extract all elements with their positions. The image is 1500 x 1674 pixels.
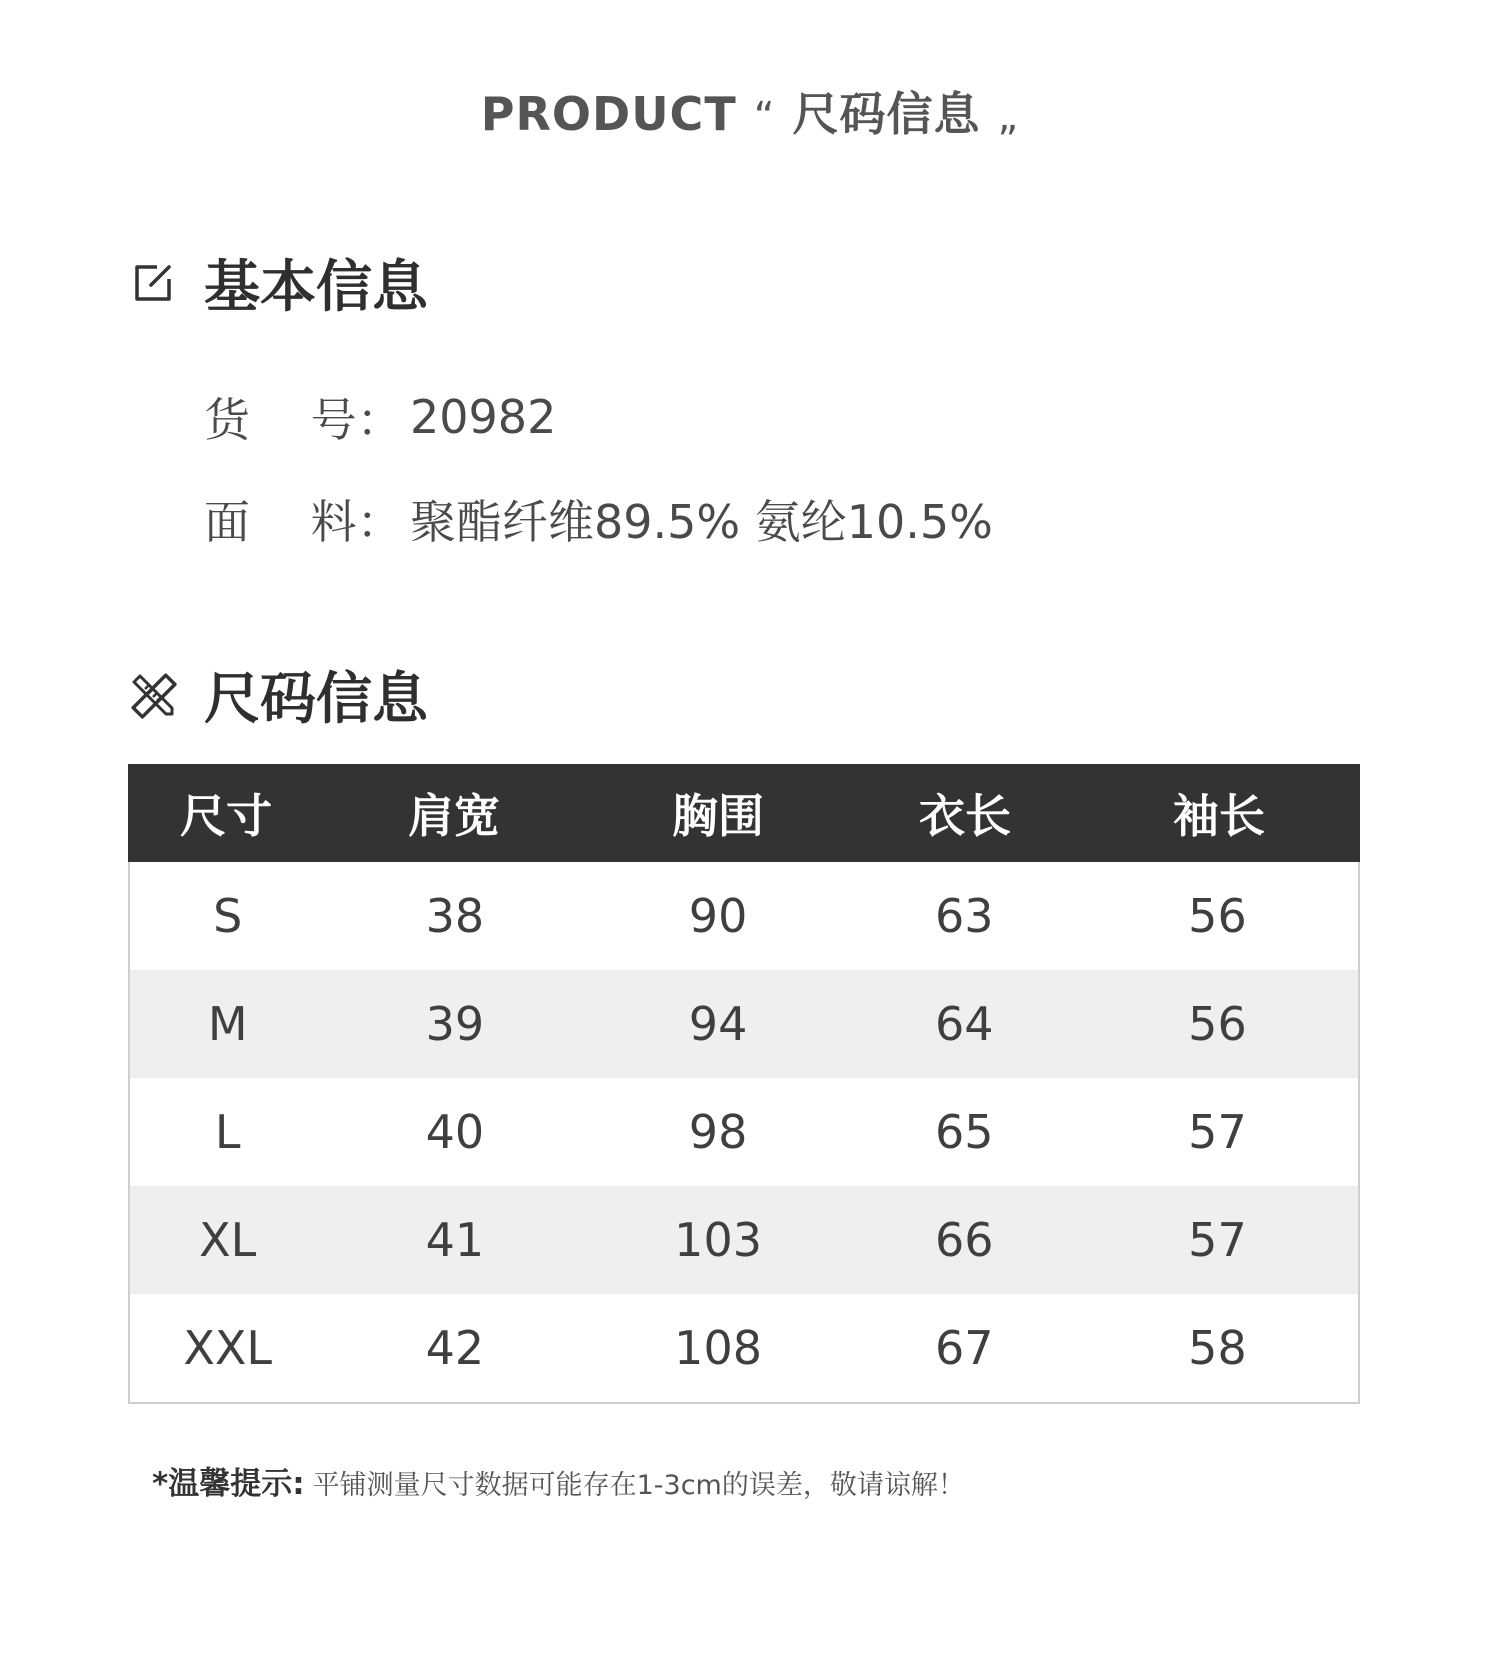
header-size: 尺寸 (180, 789, 272, 843)
size-table (128, 764, 1360, 1404)
info-row-fabric (204, 489, 993, 549)
size-info-heading (128, 660, 428, 730)
header-shoulder: 肩宽 (408, 789, 500, 843)
bust-cell: 103 (674, 1213, 762, 1267)
shoulder-cell: 42 (425, 1321, 485, 1375)
size-cell: XXL (183, 1321, 272, 1375)
shoulder-cell: 39 (425, 997, 485, 1051)
footnote-label: *温馨提示: (152, 1466, 305, 1502)
bust-cell: 94 (688, 997, 748, 1051)
info-row-item-number (204, 387, 556, 447)
table-row (130, 970, 1358, 1078)
sleeve-cell: 56 (1188, 997, 1247, 1051)
table-row (130, 1186, 1358, 1294)
footnote-text: 平铺测量尺寸数据可能存在1-3cm的误差，敬请谅解！ (312, 1470, 965, 1501)
size-cell: L (214, 1105, 241, 1159)
sleeve-cell: 56 (1188, 889, 1247, 943)
sleeve-cell: 57 (1188, 1213, 1247, 1267)
shoulder-cell: 38 (425, 889, 485, 943)
shoulder-cell: 41 (425, 1213, 485, 1267)
table-header (128, 764, 1360, 862)
length-cell: 65 (935, 1105, 994, 1159)
sleeve-cell: 58 (1188, 1321, 1247, 1375)
header-bust: 胸围 (672, 789, 764, 843)
header-sleeve: 袖长 (1173, 789, 1265, 843)
table-row (130, 1294, 1358, 1402)
item-number-label: 货 号： (204, 393, 403, 447)
length-cell: 63 (935, 889, 994, 943)
bust-cell: 90 (688, 889, 748, 943)
item-number-value: 20982 (410, 390, 557, 444)
table-row (130, 1078, 1358, 1186)
size-cell: M (207, 997, 248, 1051)
table-row (130, 862, 1358, 970)
quote-close: „ (997, 94, 1020, 140)
bust-cell: 108 (674, 1321, 762, 1375)
shoulder-cell: 40 (425, 1105, 485, 1159)
title-en: PRODUCT (480, 87, 737, 141)
page-title (0, 78, 1500, 144)
sleeve-cell: 57 (1188, 1105, 1247, 1159)
fabric-value: 聚酯纤维89.5% 氨纶10.5% (410, 495, 993, 549)
ruler-pencil-icon (128, 670, 178, 720)
basic-info-heading-label: 基本信息 (204, 255, 428, 320)
size-cell: S (213, 889, 243, 943)
size-cell: XL (199, 1213, 257, 1267)
fabric-label: 面 料： (204, 495, 403, 549)
length-cell: 64 (935, 997, 994, 1051)
bust-cell: 98 (688, 1105, 748, 1159)
quote-open: “ (753, 94, 776, 140)
length-cell: 67 (935, 1321, 994, 1375)
edit-icon (128, 258, 178, 308)
footnote (152, 1458, 965, 1503)
header-length: 衣长 (919, 789, 1011, 843)
title-cn: 尺码信息 (792, 87, 981, 141)
basic-info-heading (128, 248, 428, 318)
length-cell: 66 (935, 1213, 994, 1267)
size-info-heading-label: 尺码信息 (204, 667, 428, 732)
